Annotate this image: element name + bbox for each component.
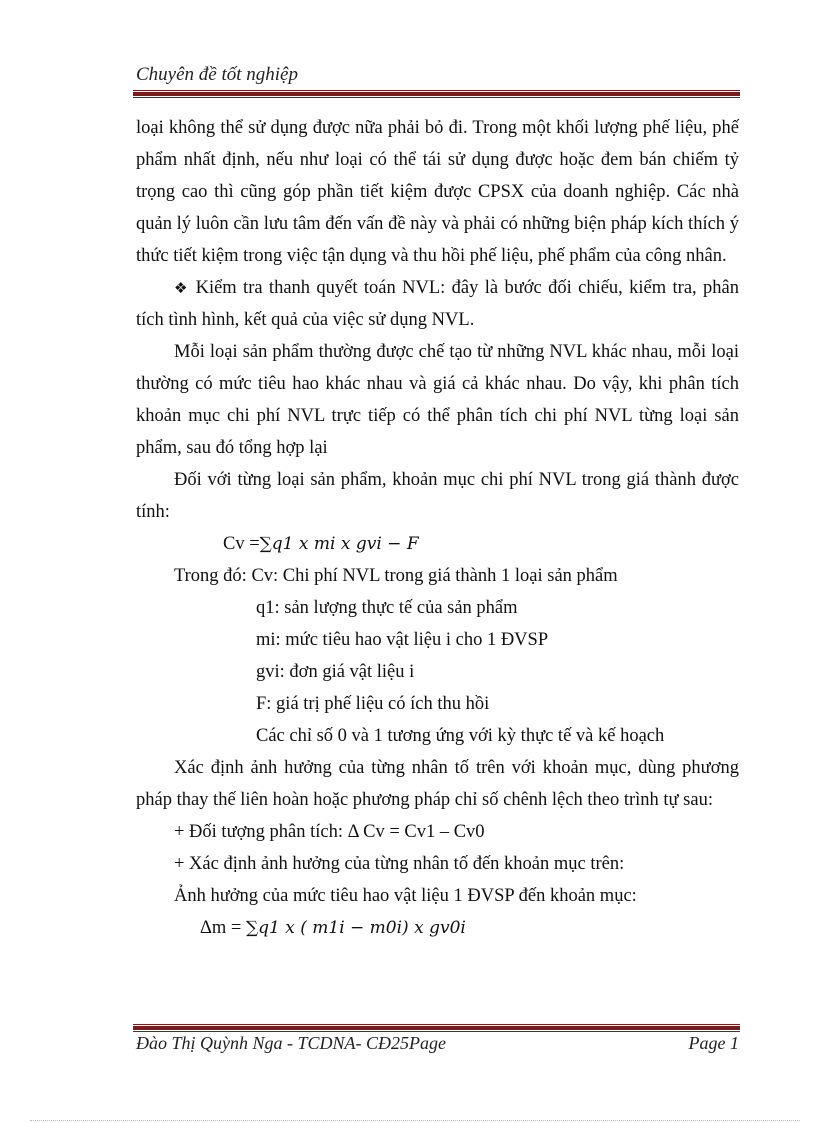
formula-delta-m-rhs: q1 x ( m1i − m0i) x gv0i — [258, 918, 466, 938]
bullet-text: Kiểm tra thanh quyết toán NVL: đây là bước đối chiếu, kiểm tra, phân tích tình hình, kết quả của việc sử dụng NVL. — [136, 278, 740, 330]
formula-delta-m — [136, 912, 739, 944]
where-item: Các chỉ số 0 và 1 tương ứng với kỳ thực tế và kế hoạch — [256, 726, 665, 746]
header-rule — [133, 90, 740, 98]
paragraph-5: Ảnh hưởng của mức tiêu hao vật liệu 1 ĐVSP đến khoản mục: — [174, 886, 637, 906]
formula-delta-m-lhs: Δm = — [200, 918, 242, 938]
paragraph-3: Đối với từng loại sản phẩm, khoản mục chi phí NVL trong giá thành được tính: — [136, 470, 739, 522]
where-item: F: giá trị phế liệu có ích thu hồi — [256, 694, 490, 714]
bullet-paragraph — [136, 272, 739, 336]
where-intro: Trong đó: Cv: Chi phí NVL trong giá thành 1 loại sản phẩm — [174, 566, 618, 586]
formula-cv-lhs: Cv = — [223, 534, 260, 554]
where-item: mi: mức tiêu hao vật liệu i cho 1 ĐVSP — [256, 630, 549, 650]
sum-symbol-icon: ∑ — [259, 534, 272, 554]
diamond-bullet-icon: ❖ — [174, 279, 190, 297]
where-item: q1: sản lượng thực tế của sản phẩm — [256, 598, 518, 618]
formula-cv — [136, 528, 739, 560]
formula-cv-rhs: q1 x mi x gvi − F — [271, 534, 419, 554]
footer-rule — [133, 1024, 740, 1032]
document-body — [136, 112, 739, 944]
footer-author: Đào Thị Quỳnh Nga - TCDNA- CĐ25Page — [136, 1033, 446, 1053]
where-item: gvi: đơn giá vật liệu i — [256, 662, 415, 682]
paragraph-1: loại không thể sử dụng được nữa phải bỏ đi. Trong một khối lượng phế liệu, phế phẩm nhất định, nếu như loại có thể tái sử dụng được hoặc đem bán chiếm tỷ trọng cao thì cũng góp phần tiết kiệm được CPSX của doanh nghiệp. Các nhà quản lý luôn cần lưu tâm đến vấn đề này và phải có những biện pháp kích thích ý thức tiết kiệm trong việc tận dụng và thu hồi phế liệu, phế phẩm của công nhân. — [136, 118, 739, 266]
header-title: Chuyên đề tốt nghiệp — [136, 64, 298, 85]
paragraph-2: Mỗi loại sản phẩm thường được chế tạo từ những NVL khác nhau, mỗi loại thường có mức tiêu hao khác nhau và giá cả khác nhau. Do vậy, khi phân tích khoản mục chi phí NVL trực tiếp có thể phân tích chi phí NVL từng loại sản phẩm, sau đó tổng hợp lại — [136, 342, 739, 458]
factor-effect-line: + Xác định ảnh hưởng của từng nhân tố đến khoản mục trên: — [174, 854, 625, 874]
analysis-object-line: + Đối tượng phân tích: Δ Cv = Cv1 – Cv0 — [174, 822, 485, 842]
page-boundary-divider — [30, 1120, 800, 1121]
footer-page-number: Page 1 — [688, 1033, 739, 1053]
sum-symbol-icon: ∑ — [245, 918, 259, 938]
paragraph-4: Xác định ảnh hưởng của từng nhân tố trên với khoản mục, dùng phương pháp thay thế liên hoàn hoặc phương pháp chỉ số chênh lệch theo trình tự sau: — [136, 758, 739, 810]
